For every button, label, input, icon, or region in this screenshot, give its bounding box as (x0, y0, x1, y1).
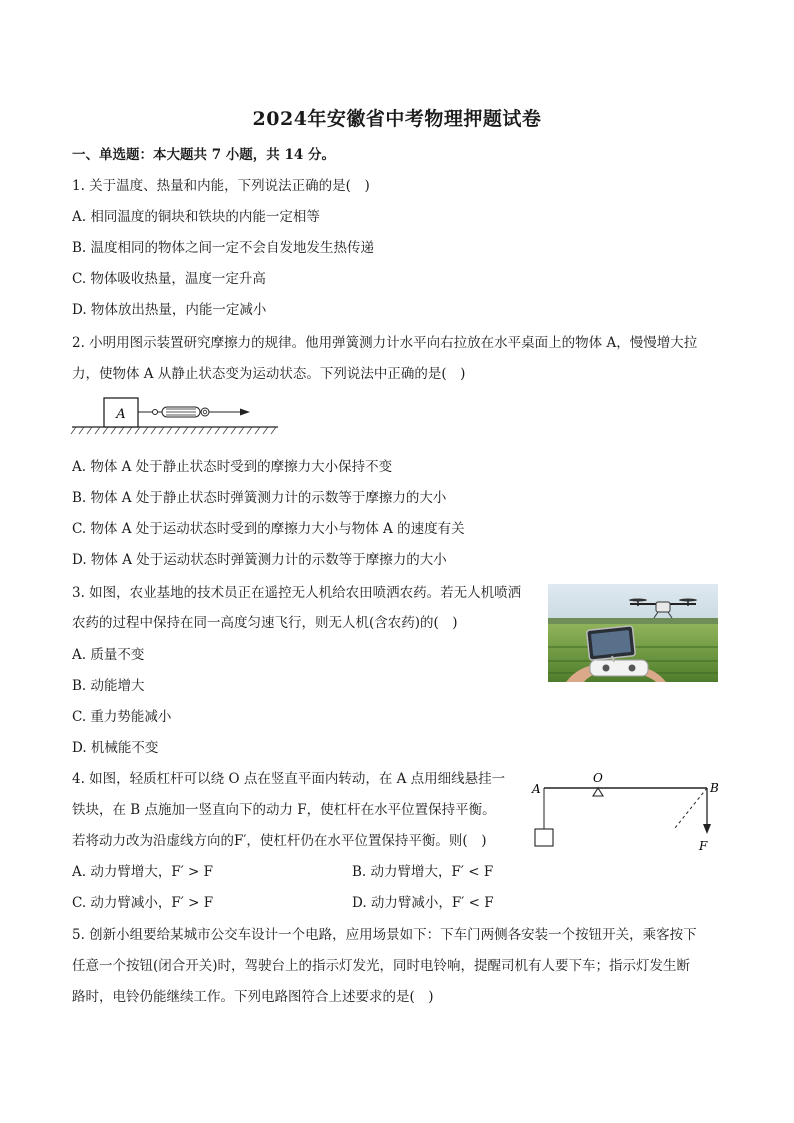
q1-option-b: B. 温度相同的物体之间一定不会自发地发生热传递 (72, 240, 375, 256)
block-a-label: A (116, 407, 126, 422)
iron-block (535, 829, 553, 846)
label-o: O (593, 771, 603, 785)
q1-option-a: A. 相同温度的铜块和铁块的内能一定相等 (72, 209, 320, 225)
q5-stem-line3: 路时，电铃仍能继续工作。下列电路图符合上述要求的是( ) (72, 989, 434, 1005)
q1-option-d: D. 物体放出热量，内能一定减小 (72, 302, 267, 318)
q1-stem: 1. 关于温度、热量和内能，下列说法正确的是( ) (72, 178, 370, 194)
lever-figure (524, 768, 728, 856)
drone-field-photo (548, 584, 718, 682)
q4-stem-line2: 铁块，在 B 点施加一竖直向下的动力 F，使杠杆在水平位置保持平衡。 (72, 802, 496, 818)
q3-option-d: D. 机械能不变 (72, 740, 159, 756)
q4-stem-line3: 若将动力改为沿虚线方向的F′，使杠杆仍在水平位置保持平衡。则( ) (72, 833, 487, 849)
fulcrum-o (593, 788, 603, 796)
q5-stem-line2: 任意一个按钮(闭合开关)时，驾驶台上的指示灯发光，同时电铃响，提醒司机有人要下车；指示灯发生断 (72, 958, 691, 974)
label-b: B (710, 781, 719, 795)
label-f: F (699, 839, 708, 853)
q3-option-c: C. 重力势能减小 (72, 709, 172, 725)
section-heading: 一、单选题：本大题共 7 小题，共 14 分。 (72, 147, 335, 163)
force-f-prime-dashed-line (675, 788, 707, 828)
q3-option-a: A. 质量不变 (72, 647, 145, 663)
q2-stem-line2: 力，使物体 A 从静止状态变为运动状态。下列说法中正确的是( ) (72, 366, 466, 382)
friction-apparatus-figure (70, 394, 282, 438)
pull-arrow (240, 409, 250, 416)
q2-option-b: B. 物体 A 处于静止状态时弹簧测力计的示数等于摩擦力的大小 (72, 490, 447, 506)
q4-option-b: B. 动力臂增大，F′ < F (352, 864, 494, 880)
q2-option-d: D. 物体 A 处于运动状态时弹簧测力计的示数等于摩擦力的大小 (72, 552, 447, 568)
q5-stem-line1: 5. 创新小组要给某城市公交车设计一个电路，应用场景如下：下车门两侧各安装一个按钮开关，乘客按下 (72, 927, 697, 943)
q3-option-b: B. 动能增大 (72, 678, 145, 694)
q2-option-a: A. 物体 A 处于静止状态时受到的摩擦力大小保持不变 (72, 459, 393, 475)
q4-option-c: C. 动力臂减小，F′ > F (72, 895, 214, 911)
page-title: 2024年安徽省中考物理押题试卷 (252, 108, 542, 130)
q3-stem-line2: 农药的过程中保持在同一高度匀速飞行，则无人机(含农药)的( ) (72, 615, 458, 631)
label-a: A (532, 782, 541, 796)
q2-stem-line1: 2. 小明用图示装置研究摩擦力的规律。他用弹簧测力计水平向右拉放在水平桌面上的物体 A，慢慢增大拉 (72, 335, 698, 351)
q1-option-c: C. 物体吸收热量，温度一定升高 (72, 271, 266, 287)
q4-stem-line1: 4. 如图，轻质杠杆可以绕 O 点在竖直平面内转动，在 A 点用细线悬挂一 (72, 771, 506, 787)
q4-option-d: D. 动力臂减小，F′ < F (352, 895, 494, 911)
q2-option-c: C. 物体 A 处于运动状态时受到的摩擦力大小与物体 A 的速度有关 (72, 521, 465, 537)
force-f-arrow (703, 824, 711, 834)
q3-stem-line1: 3. 如图，农业基地的技术员正在遥控无人机给农田喷洒农药。若无人机喷洒 (72, 585, 522, 601)
q4-option-a: A. 动力臂增大，F′ > F (72, 864, 214, 880)
